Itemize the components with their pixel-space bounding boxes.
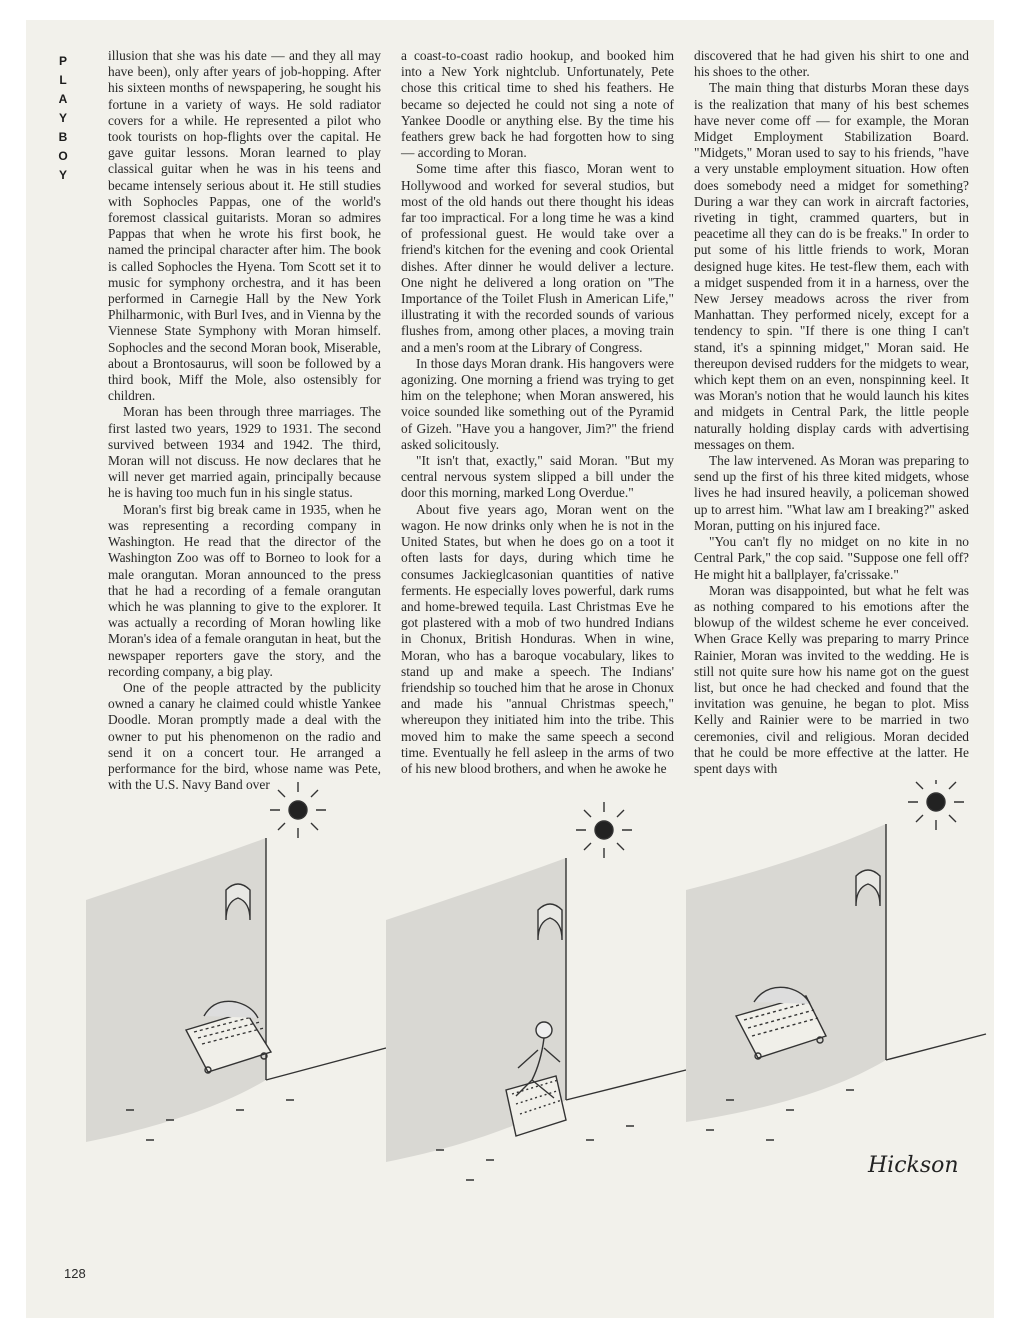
magazine-page: [26, 20, 994, 1318]
paragraph: In those days Moran drank. His hangovers were agonizing. One morning a friend was trying to get him on the telephone; when Moran answered, his voice sounded like something out of the Pyramid of Gizeh. "Have you a hangover, Jim?" the friend asked solicitously.: [401, 355, 674, 452]
text-column-1: [108, 48, 381, 793]
cartoon-panel-2: [386, 802, 686, 1180]
paragraph: a coast-to-coast radio hookup, and booked him into a New York nightclub. Unfortunately, Pete chose this critical time to shed his feathers. He became so dejected he could not sing a note of Yankee Doodle or anything else. By the time his feathers grew back he had forgotten how to sing — according to Moran.: [401, 48, 674, 161]
paragraph: Moran's first big break came in 1935, when he was representing a recording company in Washington. He read that the director of the Washington Zoo was off to Borneo to look for a male orangutan. Moran announced to the press that he had a recording of a female orangutan which he was planning to give to the explorer. It was actually a recording of Moran howling like Moran's idea of a female orangutan in heat, but the newspaper reporters gave the story, and the recording company, a big play.: [108, 501, 381, 679]
paragraph: About five years ago, Moran went on the wagon. He now drinks only when he is not in the United States, but when he does go on a toot it often lasts for days, during which time he consumes Jackieglcasonian quantities of native ferments. He especially loves powerful, dark rums and home-brewed tequila. Last Christmas Eve he got plastered with a mob of two hundred Indians in Chonux, British Honduras. When in wine, Moran, who has a baroque vocabulary, likes to stand up and make a speech. The Indians' friendship so touched him that he arose in Chonux and made his "annual Christmas speech," whereupon they initiated him into the tribe. This moved him to make the same speech a second time. Eventually he fell asleep in the arms of two of his new blood brothers, and when he awoke he: [401, 501, 674, 776]
paragraph: "You can't fly no midget on no kite in no Central Park," the cop said. "Suppose one fell off? He might hit a ballplayer, fa'crissake.": [694, 534, 969, 582]
paragraph: The main thing that disturbs Moran these days is the realization that many of his best schemes have never come off — for example, the Moran Midget Employment Stabilization Board. "Midgets," Moran used to say to his friends, "have a very unstable employment situation. How often does somebody need a midget for something? During a war they can work in aircraft factories, riveting in tight, crammed quarters, but in peacetime all they can do is be freaks." In order to put some of his little friends to work, Moran designed huge kites. He test-flew them, each with a midget suspended from it in a harness, over the New Jersey meadows across the river from Manhattan. They performed nicely, except for a tendency to spin. "If there is one thing I can't stand, it's a spinning midget," Moran said. He thereupon devised rudders for the midgets to wear, which kept them on an even, nonspinning keel. It was Moran's notion that he would launch his kites and midgets in Central Park, the little people naturally holding display cards with advertising messages on them.: [694, 80, 969, 452]
paragraph: Moran has been through three marriages. The first lasted two years, 1929 to 1931. The second survived between 1934 and 1942. The third, Moran will not discuss. He now declares that he will never get married again, principally because he is having too much fun in his single status.: [108, 404, 381, 501]
running-head-playboy: [56, 52, 74, 185]
text-column-3: [694, 48, 969, 777]
paragraph: illusion that she was his date — and they all may have been), only after years of job-hopping. After his sixteen months of newspapering, he sought his fortune in a variety of ways. He sold radiator covers for a while. He represented a pilot who took tourists on hop-flights over the capital. He gave guitar lessons. Moran learned to play classical guitar when he was in his teens and became intensely serious about it. He still studies with Sophocles Pappas, one of the world's foremost classical guitarists. Moran so admires Pappas that when he wrote his first book, he named the principal character after him. The book is called Sophocles the Hyena. Tom Scott set it to music for symphony orchestra, and it has been performed in Carnegie Hall by the New York Philharmonic, with Burl Ives, and in Vienna by the Viennese State Symphony with Moran himself. Sophocles and the second Moran book, Miserable, about a Brontosaurus, will soon be followed by a third book, Miff the Mole, also ostensibly for children.: [108, 48, 381, 404]
cartoon-panel-1: [86, 782, 386, 1142]
text-column-2: [401, 48, 674, 777]
paragraph: Moran was disappointed, but what he felt was as nothing compared to his emotions after the blowup of the wildest scheme he ever conceived. When Grace Kelly was preparing to marry Prince Rainier, Moran was invited to the wedding. He is still not quite sure how his name got on the guest list, but once he had checked and found that the invitation was genuine, he began to plot. Miss Kelly and Rainier were to be married in two ceremonies, civil and religious. Moran decided that he could be more effective at the latter. He spent days with: [694, 582, 969, 776]
paragraph: Some time after this fiasco, Moran went to Hollywood and worked for several studios, but most of the old hands out there thought his ideas far too impractical. For a long time he was a kind of professional guest. He would take over a friend's kitchen for the evening and cook Oriental dishes. After dinner he would deliver a lecture. One night he delivered a long oration on "The Importance of the Toilet Flush in American Life," illustrating it with the recorded sounds of various flushes from, among other places, a moving train and a men's room at the Library of Congress.: [401, 161, 674, 355]
page-number: 128: [64, 1266, 86, 1281]
paragraph: The law intervened. As Moran was preparing to send up the first of his three kited midgets, whose lives he had insured heavily, a policeman showed up to arrest him. "What law am I breaking?" asked Moran, putting on his injured face.: [694, 453, 969, 533]
paragraph: "It isn't that, exactly," said Moran. "But my central nervous system slipped a bill under the door this morning, marked Long Overdue.": [401, 453, 674, 501]
paragraph: discovered that he had given his shirt to one and his shoes to the other.: [694, 48, 969, 80]
cartoon-panel-3: [686, 780, 986, 1140]
running-head-text: PLAYBOY: [58, 54, 68, 182]
cartoon-strip: [86, 780, 1006, 1250]
paragraph: One of the people attracted by the publicity owned a canary he claimed could whistle Yankee Doodle. Moran promptly made a deal with the owner to put his phenomenon on the radio and send it on a concert tour. He arranged a performance for the bird, whose name was Pete, with the U.S. Navy Band over: [108, 679, 381, 793]
cartoonist-signature: Hickson: [868, 1153, 959, 1178]
